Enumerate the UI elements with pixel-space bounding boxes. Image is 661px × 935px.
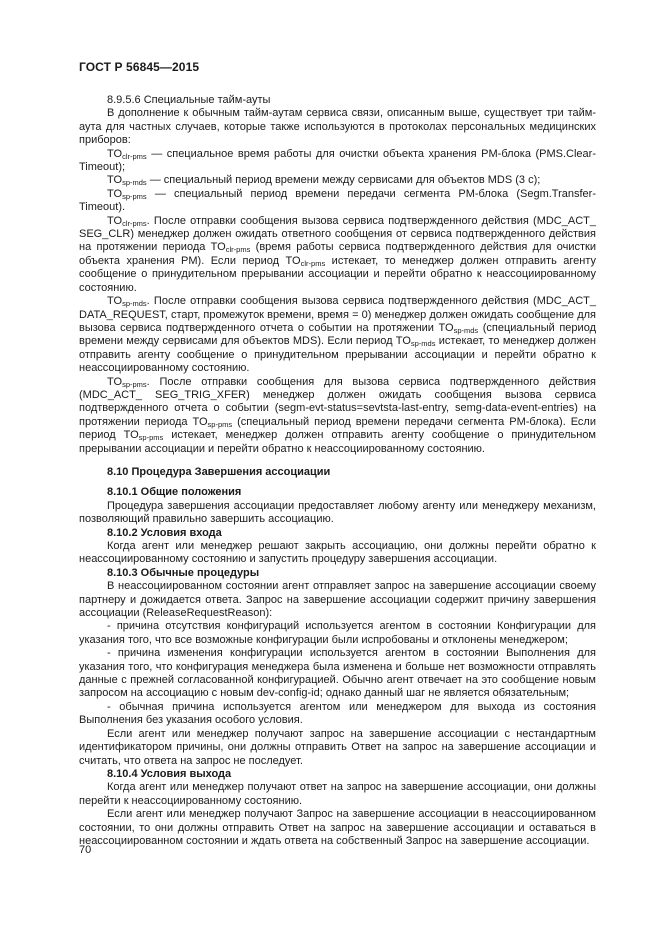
section-heading-8-10-4: 8.10.4 Условия выхода: [107, 767, 232, 780]
paragraph: $TO_{clr-pms}$. После отправки сообщения вызова сервиса подтвержденного действия (MDC_ACT_ SEG_CLR) менеджер должен ожидать ответного сообщения от сервиса подтвержденного действия на протяжении периода $TO_{clr-pms}$ (время работы сервиса подтвержденного действия для очистки объекта хранения PM). Если период $TO_{clr-pms}$ истекает, то менеджер должен отправить агенту сообщение о принудительном прерывании ассоциации и перейти обратно к неассоциированному состоянию.: [79, 214, 596, 294]
page-number: 70: [79, 844, 92, 856]
document-header: ГОСТ Р 56845—2015: [79, 60, 200, 74]
document-body: [79, 94, 596, 848]
paragraph: Если агент или менеджер получают Запрос на завершение ассоциации в неассоциированном состоянии, то они должны отправить Ответ на запрос на завершение ассоциации и оставаться в неассоциированном состоянии и ждать ответа на собственный Запрос на завершение ассоциации.: [79, 808, 596, 847]
section-heading-8-10-2: 8.10.2 Условия входа: [107, 526, 222, 539]
paragraph: В неассоциированном состоянии агент отправляет запрос на завершение ассоциации своему партнеру и дожидается ответа. Запрос на завершение ассоциации содержит причину завершения ассоциации (ReleaseRequestReason):: [79, 580, 596, 620]
paragraph: $TO_{clr-pms}$ — специальное время работы для очистки объекта хранения PM-блока (PMS.Clear-Timeout);: [79, 147, 596, 174]
paragraph: Когда агент или менеджер получают ответ на запрос на завершение ассоциации, они должны перейти к неассоциированному состоянию.: [79, 781, 596, 807]
section-heading-8-10: 8.10 Процедура Завершения ассоциации: [107, 465, 331, 478]
paragraph: В дополнение к обычным тайм-аутам сервиса связи, описанным выше, существует три тайм-аута для частных случаев, которые также используются в протоколах персональных медицинских приборов:: [79, 107, 596, 147]
section-heading-8-9-5-6: 8.9.5.6 Специальные тайм-ауты: [107, 94, 271, 106]
paragraph: $TO_{sp-pms}$. После отправки сообщения для вызова сервиса подтвержденного действия (MDC_ACT_ SEG_TRIG_XFER) менеджер должен ожидать сообщения вызова сервиса подтвержденного отчета о событии (segm-evt-status=sevtsta-last-entry, semg-data-event-entries) на протяжении периода $TO_{sp-pms}$ (специальный период времени передачи сегмента PM-блока). Если период $TO_{sp-pms}$ истекает, менеджер должен отправить агенту сообщение о принудительном прерывании ассоциации и перейти обратно к неассоциированному состоянию.: [79, 375, 596, 455]
paragraph: Когда агент или менеджер решают закрыть ассоциацию, они должны перейти обратно к неассоциированному состоянию и запустить процедуру завершения ассоциации.: [79, 540, 596, 566]
section-heading-8-10-3: 8.10.3 Обычные процедуры: [107, 566, 260, 579]
section-heading-8-10-1: 8.10.1 Общие положения: [107, 486, 242, 499]
list-item: - обычная причина используется агентом или менеджером для выхода из состояния Выполнения без указания особого условия.: [79, 700, 596, 727]
paragraph: Процедура завершения ассоциации предоставляет любому агенту или менеджеру механизм, позволяющий правильно завершить ассоциацию.: [79, 499, 596, 526]
list-item: - причина изменения конфигурации используется агентом в состоянии Выполнения для указания того, что конфигурация менеджера была изменена и больше нет возможности отправлять данные с прежней согласованной конфигурацией. Обычно агент отвечает на это сообщение новым запросом на ассоциацию с новым dev-config-id; однако данный шаг не является обязательным;: [79, 647, 596, 700]
paragraph: $TO_{sp-mds}$. После отправки сообщения вызова сервиса подтвержденного действия (MDC_ACT_ DATA_REQUEST, старт, промежуток времени, время = 0) менеджер должен ожидать сообщение для вызова сервиса подтвержденного отчета о событии на протяжении $TO_{sp-mds}$ (специальный период времени между сервисами для объектов MDS). Если период $TO_{sp-mds}$ истекает, то менеджер должен отправить агенту сообщение о принудительном прерывании ассоциации и перейти обратно к неассоциированному состоянию.: [79, 295, 597, 375]
paragraph: Если агент или менеджер получают запрос на завершение ассоциации с нестандартным идентификатором причины, они должны отправить Ответ на запрос на завершение ассоциации и считать, что ответа на запрос не последует.: [79, 727, 596, 767]
paragraph: $TO_{sp-mds}$ — специальный период времени между сервисами для объектов MDS (3 с);: [107, 174, 541, 188]
list-item: - причина отсутствия конфигураций используется агентом в состоянии Конфигурации для указания того, что все возможные конфигурации были испробованы и отклонены менеджером;: [79, 620, 596, 646]
paragraph: $TO_{sp-pms}$ — специальный период времени передачи сегмента PM-блока (Segm.Transfer-Timeout).: [79, 187, 596, 214]
